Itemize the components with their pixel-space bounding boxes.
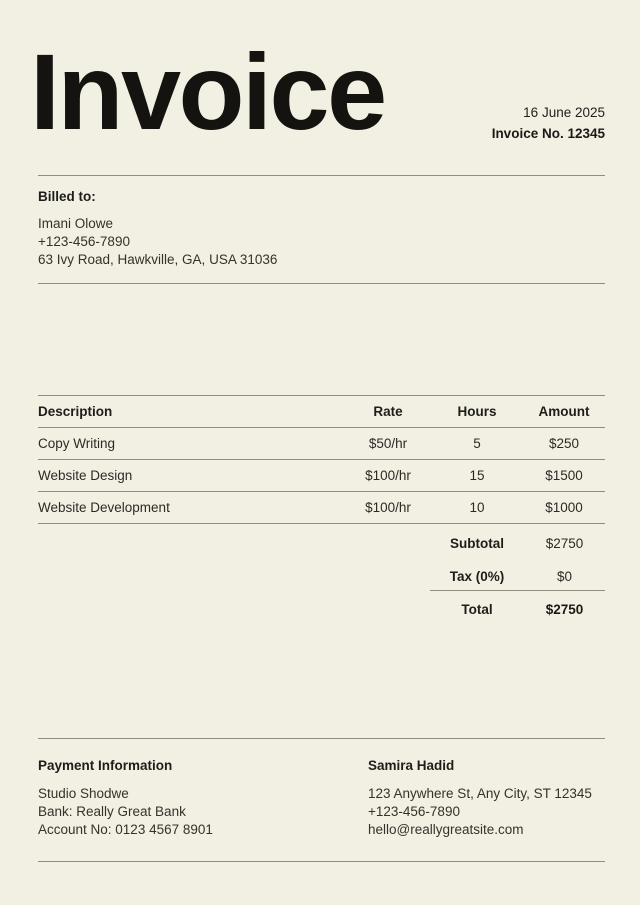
cell-rate: $100/hr bbox=[365, 500, 411, 515]
payment-info-line: Bank: Really Great Bank bbox=[38, 804, 186, 819]
column-header-rate: Rate bbox=[373, 404, 403, 419]
cell-rate: $50/hr bbox=[368, 436, 408, 451]
column-header-description: Description bbox=[38, 404, 113, 419]
cell-description: Website Development bbox=[38, 500, 170, 515]
billed-to-label: Billed to: bbox=[38, 189, 96, 204]
line-items-table bbox=[38, 395, 605, 524]
total-label: Total bbox=[461, 601, 493, 617]
table-row bbox=[38, 460, 605, 492]
column-header-amount: Amount bbox=[538, 404, 590, 419]
cell-hours: 5 bbox=[473, 436, 481, 451]
billed-to-phone: +123-456-7890 bbox=[38, 234, 130, 249]
cell-hours: 10 bbox=[469, 500, 485, 515]
billed-to-address: 63 Ivy Road, Hawkville, GA, USA 31036 bbox=[38, 252, 278, 267]
contact-section bbox=[368, 739, 605, 839]
billed-to-section bbox=[38, 187, 605, 269]
contact-email: hello@reallygreatsite.com bbox=[368, 822, 524, 837]
column-header-hours: Hours bbox=[457, 404, 497, 419]
contact-phone: +123-456-7890 bbox=[368, 804, 460, 819]
divider bbox=[38, 175, 605, 176]
cell-amount: $1000 bbox=[545, 500, 583, 515]
payment-information-heading: Payment Information bbox=[38, 758, 173, 773]
page-title: Invoice bbox=[30, 31, 385, 152]
totals-summary bbox=[430, 524, 605, 627]
invoice-date: 16 June 2025 bbox=[523, 105, 605, 120]
cell-hours: 15 bbox=[469, 468, 485, 483]
invoice-header bbox=[30, 0, 605, 175]
table-row bbox=[38, 492, 605, 524]
tax-row bbox=[430, 562, 605, 590]
divider bbox=[38, 283, 605, 284]
subtotal-label: Subtotal bbox=[450, 535, 504, 551]
invoice-number: Invoice No. 12345 bbox=[491, 126, 605, 141]
table-header-row bbox=[38, 396, 605, 428]
billed-to-name: Imani Olowe bbox=[38, 216, 114, 231]
payment-information-section bbox=[38, 739, 368, 839]
table-row bbox=[38, 428, 605, 460]
subtotal-value: $2750 bbox=[545, 535, 584, 551]
cell-amount: $250 bbox=[548, 436, 580, 451]
cell-description: Copy Writing bbox=[38, 436, 116, 451]
tax-label: Tax (0%) bbox=[449, 568, 505, 584]
total-value: $2750 bbox=[545, 601, 584, 617]
contact-name: Samira Hadid bbox=[368, 758, 455, 773]
subtotal-row bbox=[430, 524, 605, 562]
cell-rate: $100/hr bbox=[365, 468, 411, 483]
payment-info-line: Account No: 0123 4567 8901 bbox=[38, 822, 213, 837]
total-row bbox=[430, 590, 605, 627]
contact-address: 123 Anywhere St, Any City, ST 12345 bbox=[368, 786, 592, 801]
invoice-meta bbox=[492, 102, 605, 144]
cell-amount: $1500 bbox=[545, 468, 583, 483]
cell-description: Website Design bbox=[38, 468, 133, 483]
payment-info-line: Studio Shodwe bbox=[38, 786, 129, 801]
divider bbox=[38, 861, 605, 862]
tax-value: $0 bbox=[556, 568, 573, 584]
footer bbox=[38, 739, 605, 839]
